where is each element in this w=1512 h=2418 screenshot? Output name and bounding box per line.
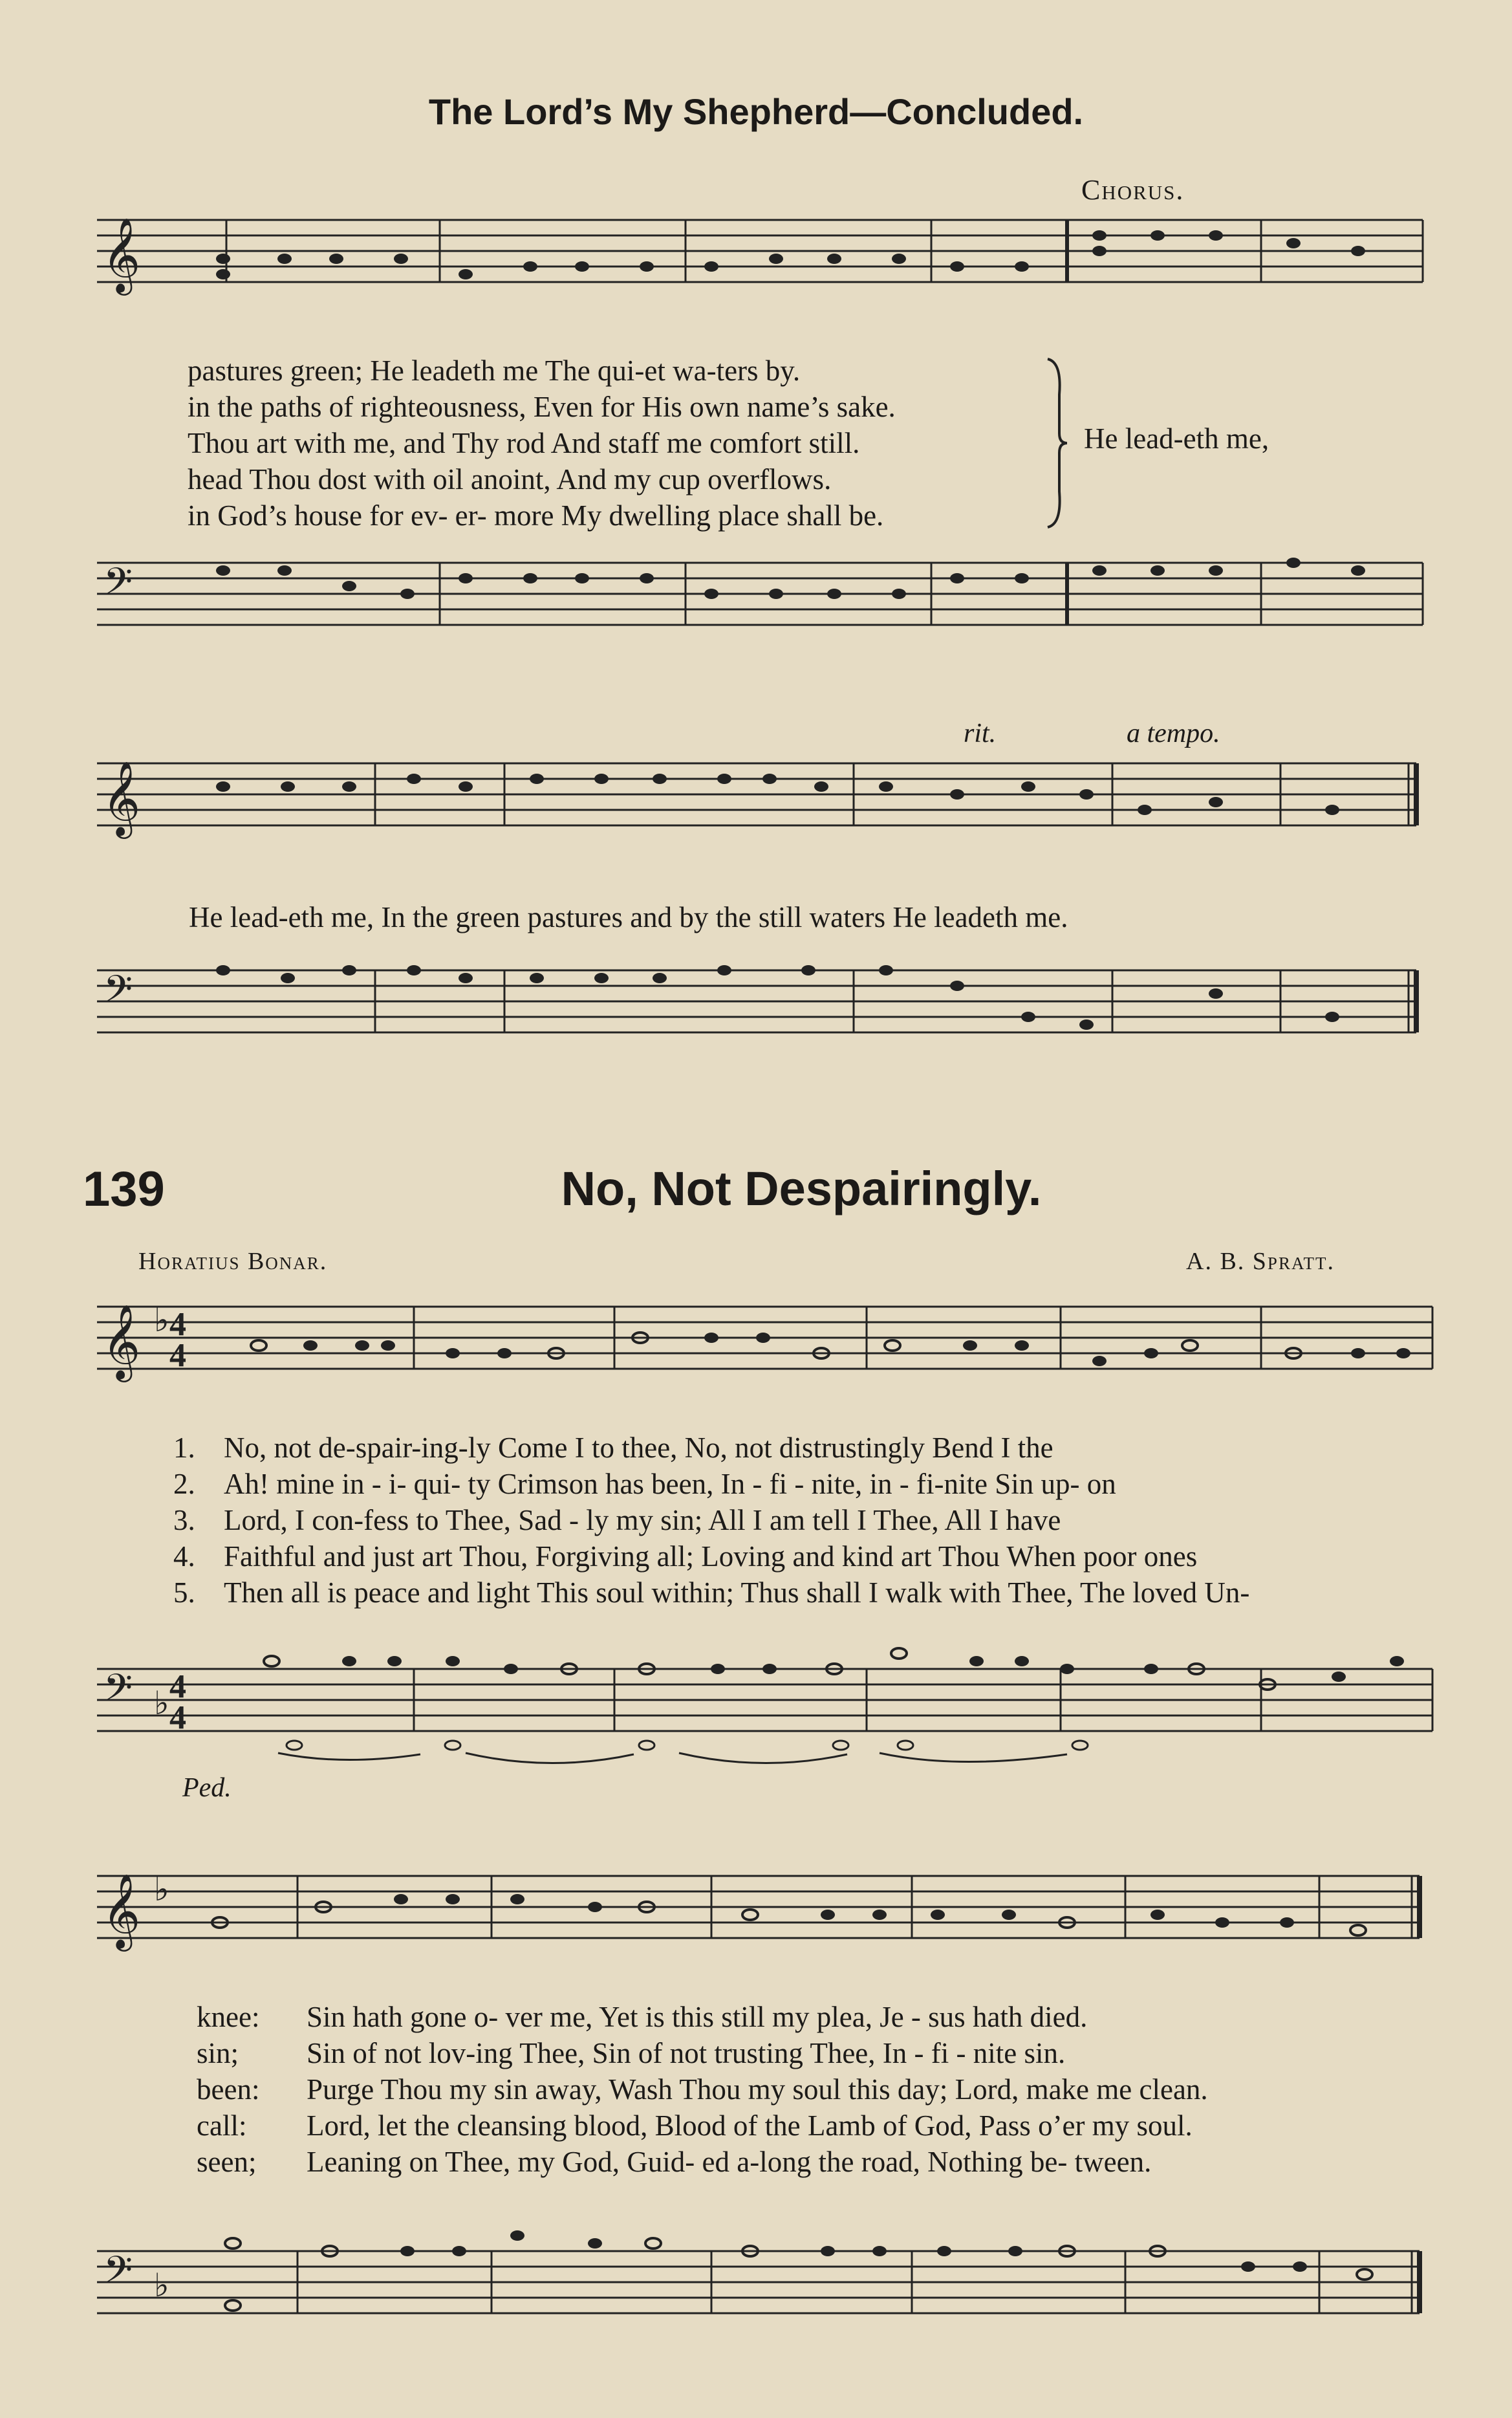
chorus-text: He lead-eth me, [1084,422,1269,455]
verse-line: in the paths of righteousness, Even for His own name’s sake. [188,391,896,423]
verse-line: head Thou dost with oil anoint, And my cup overflows. [188,463,832,496]
hymn-title: No, Not Despairingly. [561,1162,1042,1215]
verse-line: Lord, I con-fess to Thee, Sad - ly my sin; All I am tell I Thee, All I have [224,1504,1061,1536]
svg-text:𝄢: 𝄢 [103,1666,133,1719]
svg-text:𝄞: 𝄞 [102,217,141,292]
hymn-title: The Lord’s My Shepherd—Concluded. [428,91,1084,132]
verse-line: Thou art with me, and Thy rod And staff me comfort still. [188,427,860,459]
verse-line: Sin of not lov-ing Thee, Sin of not trusting Thee, In - fi - nite sin. [307,2037,1066,2069]
pedal-marking: Ped. [182,1773,232,1803]
verse-line: No, not de-spair-ing-ly Come I to thee, No, not distrustingly Bend I the [224,1432,1053,1464]
staff-system-1-bass [0,537,1512,666]
verse-lyrics-block [188,353,896,534]
staff-system-2-treble [0,737,1512,867]
verse-line: Ah! mine in - i- qui- ty Crimson has been, In - fi - nite, in - fi-nite Sin up- on [224,1468,1116,1500]
svg-text:4: 4 [169,1306,186,1343]
svg-text:𝄞: 𝄞 [102,1873,141,1948]
hymn139-line-starts [197,1999,259,2180]
line-start: knee: [197,2001,260,2033]
chorus-lyric-line: He lead-eth me, In the green pastures and by the still waters He leadeth me. [189,901,1068,933]
verse-number: 3. [173,1504,195,1536]
verse-number: 2. [173,1468,195,1500]
staff-hymn139-1-bass [0,1643,1512,1772]
svg-text:♭: ♭ [154,1302,169,1339]
line-start: sin; [197,2037,239,2069]
staff-hymn139-2-treble [0,1850,1512,1979]
svg-text:4: 4 [169,1699,186,1736]
author-credit: Horatius Bonar. [138,1248,328,1275]
svg-text:𝄢: 𝄢 [103,967,133,1020]
a-tempo-marking: a tempo. [1127,719,1220,748]
verse-line: Leaning on Thee, my God, Guid- ed a-long the road, Nothing be- tween. [307,2146,1152,2178]
svg-text:𝄞: 𝄞 [102,1303,141,1379]
hymn139-verses-part2 [307,1999,1208,2180]
hymn139-verse-numbers [173,1430,195,1611]
svg-text:4: 4 [169,1668,186,1705]
svg-text:𝄞: 𝄞 [102,760,141,836]
verse-number: 1. [173,1432,195,1464]
svg-text:4: 4 [169,1337,186,1374]
svg-text:♭: ♭ [154,1684,169,1722]
hymn139-verses-part1 [224,1430,1249,1611]
chorus-label: Chorus. [1081,174,1185,206]
verse-line: Lord, let the cleansing blood, Blood of the Lamb of God, Pass o’er my soul. [307,2109,1193,2142]
verse-number: 4. [173,1540,195,1573]
line-start: seen; [197,2146,257,2178]
verse-line: Faithful and just art Thou, Forgiving all; Loving and kind art Thou When poor ones [224,1540,1198,1573]
svg-text:𝄢: 𝄢 [103,560,133,613]
line-start: been: [197,2073,260,2106]
verse-number: 5. [173,1576,195,1609]
line-start: call: [197,2109,247,2142]
staff-system-2-bass [0,944,1512,1074]
svg-text:♭: ♭ [154,2267,169,2304]
svg-text:𝄢: 𝄢 [103,2248,133,2301]
verse-brace [1042,356,1068,530]
verse-line: Sin hath gone o- ver me, Yet is this still my plea, Je - sus hath died. [307,2001,1088,2033]
verse-line: Then all is peace and light This soul within; Thus shall I walk with Thee, The loved Un- [224,1576,1250,1609]
hymn-number: 139 [83,1162,165,1217]
rit-marking: rit. [964,719,997,748]
verse-line: in God’s house for ev- er- more My dwelling place shall be. [188,499,884,532]
staff-hymn139-1-treble [0,1281,1512,1410]
verse-line: Purge Thou my sin away, Wash Thou my soul this day; Lord, make me clean. [307,2073,1208,2106]
staff-hymn139-2-bass [0,2225,1512,2355]
svg-text:♭: ♭ [154,1871,169,1908]
verse-line: pastures green; He leadeth me The qui-et wa-ters by. [188,354,801,387]
composer-credit: A. B. Spratt. [1186,1248,1335,1275]
staff-system-1-treble [0,194,1512,323]
